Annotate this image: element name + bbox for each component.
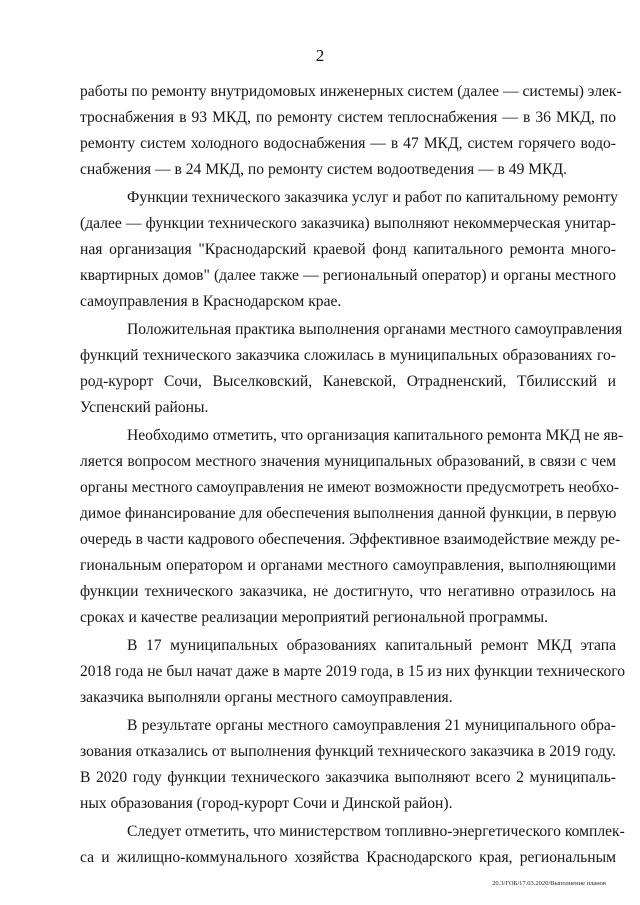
paragraph-first-line: Необходимо отметить, что организация капитального ремонта МКД не яв-: [127, 427, 624, 444]
paragraph-first-line: Функции технического заказчика услуг и работ по капитальному ремонту: [127, 189, 618, 206]
text-line: зования отказались от выполнения функций технического заказчика в 2019 году.: [80, 743, 616, 760]
text-line: Успенский районы.: [80, 399, 209, 416]
text-line: ных образования (город-курорт Сочи и Динской район).: [80, 795, 453, 812]
text-line: органы местного самоуправления не имеют возможности предусмотреть необхо-: [80, 479, 620, 496]
text-line: са и жилищно-коммунального хозяйства Краснодарского края, региональным: [80, 849, 616, 866]
text-line: работы по ремонту внутридомовых инженерных систем (далее — системы) элек-: [80, 83, 622, 100]
text-line: квартирных домов" (далее также — региональный оператор) и органы местного: [80, 267, 616, 284]
text-line: димое финансирование для обеспечения выполнения данной функции, в первую: [80, 505, 617, 522]
paragraph-first-line: В 17 муниципальных образованиях капитальный ремонт МКД этапа: [127, 637, 616, 654]
paragraph-first-line: Положительная практика выполнения органами местного самоуправления: [127, 321, 623, 338]
text-line: снабжения — в 24 МКД, по ремонту систем водоотведения — в 49 МКД.: [80, 161, 568, 178]
text-line: род-курорт Сочи, Выселковский, Каневской, Отрадненский, Тбилисский и: [80, 373, 616, 390]
text-line: (далее — функции технического заказчика) выполняют некоммерческая унитар-: [80, 215, 616, 232]
text-line: самоуправления в Краснодарском крае.: [80, 293, 342, 310]
text-line: функции технического заказчика, не достигнуто, что негативно отразилось на: [80, 583, 616, 600]
text-line: ная организация "Краснодарский краевой фонд капитального ремонта много-: [80, 241, 616, 258]
paragraph-first-line: Следует отметить, что министерством топливно-энергетического комплек-: [127, 823, 625, 840]
text-line: гиональным оператором и органами местного самоуправления, выполняющими: [80, 557, 616, 574]
text-line: ляется вопросом местного значения муниципальных образований, в связи с чем: [80, 453, 616, 470]
text-line: В 2020 году функции технического заказчика выполняют всего 2 муниципаль-: [80, 769, 616, 786]
text-line: заказчика выполняли органы местного самоуправления.: [80, 689, 453, 706]
footer-document-code: 20.3/ГОБ/17.03.2020/Выполнение планов: [492, 880, 606, 887]
text-line: очередь в части кадрового обеспечения. Эффективное взаимодействие между ре-: [80, 531, 621, 548]
paragraph-first-line: В результате органы местного самоуправления 21 муниципального обра-: [127, 717, 616, 734]
text-line: функций технического заказчика сложилась в муниципальных образованиях го-: [80, 347, 616, 364]
text-line: 2018 года не был начат даже в марте 2019 года, в 15 из них функции технического: [80, 663, 626, 680]
text-line: ремонту систем холодного водоснабжения — в 47 МКД, систем горячего водо-: [80, 135, 616, 152]
text-line: троснабжения в 93 МКД, по ремонту систем теплоснабжения — в 36 МКД, по: [80, 109, 616, 126]
page-number: 2: [315, 46, 325, 65]
text-line: сроках и качестве реализации мероприятий региональной программы.: [80, 609, 548, 626]
